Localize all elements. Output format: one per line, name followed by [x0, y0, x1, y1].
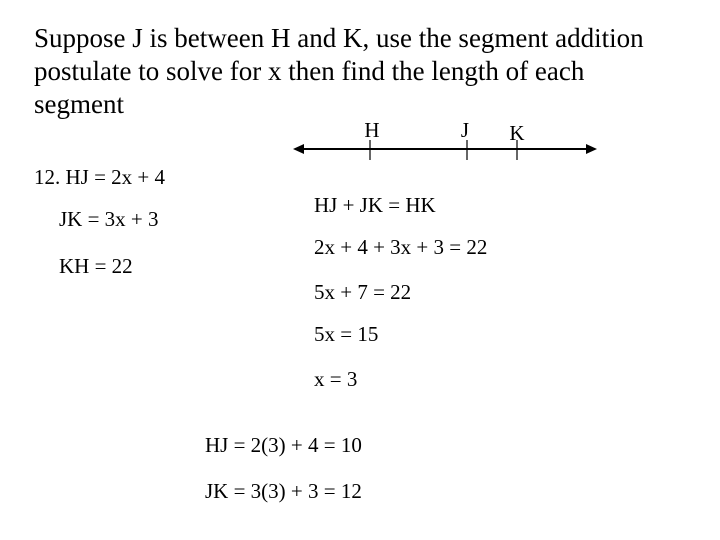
slide-title: [34, 22, 694, 121]
result-hj-length: HJ = 2(3) + 4 = 10: [205, 433, 362, 457]
left-arrowhead: [293, 144, 304, 154]
title-line-2: postulate to solve for x then find the length of each: [34, 56, 585, 86]
problem-kh-value: KH = 22: [59, 254, 133, 278]
result-jk-length: JK = 3(3) + 3 = 12: [205, 479, 362, 503]
solution-step-2: 2x + 4 + 3x + 3 = 22: [314, 235, 488, 259]
problem-jk-expression: JK = 3x + 3: [59, 207, 159, 231]
title-line-1: Suppose J is between H and K, use the segment addition: [34, 23, 644, 53]
problem-hj-expression: 12. HJ = 2x + 4: [34, 165, 166, 189]
solution-step-4: 5x = 15: [314, 322, 379, 346]
right-arrowhead: [586, 144, 597, 154]
number-line-diagram: [290, 112, 600, 168]
title-line-3: segment: [34, 89, 124, 119]
point-h-label: H: [364, 118, 380, 142]
solution-step-1: HJ + JK = HK: [314, 193, 436, 217]
number-line-axis: [293, 144, 597, 154]
point-k-label: K: [509, 121, 525, 145]
solution-step-5: x = 3: [314, 367, 358, 391]
solution-step-3: 5x + 7 = 22: [314, 280, 412, 304]
point-j-label: J: [460, 118, 470, 142]
